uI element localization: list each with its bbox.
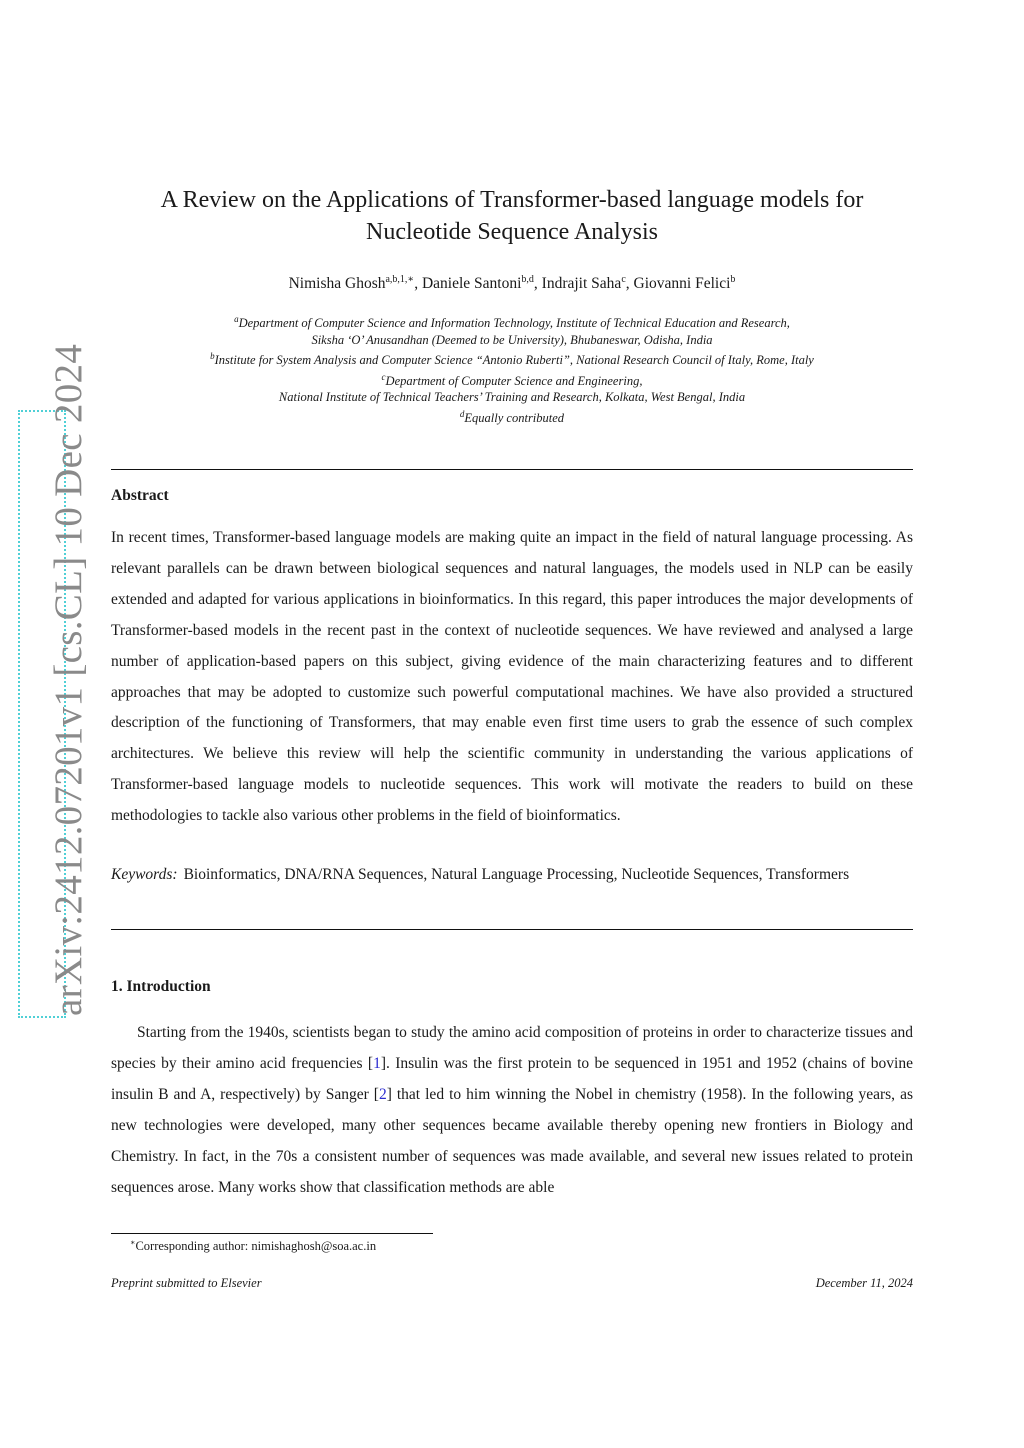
intro-text-segment: ] that led to him winning the Nobel in chemistry (1958). In the following years, as new technologies were developed, many other sequences became available thereby opening new frontiers in Biology and Chemistry. In fact, in the 70s a consistent number of sequences was made available, and several new issues related to protein sequences arose. Many works show that classification methods are able bbox=[111, 1085, 913, 1196]
affiliation-line bbox=[112, 389, 912, 405]
introduction-heading: 1. Introduction bbox=[111, 978, 211, 995]
author-separator: , bbox=[625, 275, 634, 293]
affiliation-text: Siksha ‘O’ Anusandhan (Deemed to be University), Bhubaneswar, Odisha, India bbox=[311, 332, 713, 347]
intro-text-segment: ]. Insulin was the first protein to be sequenced in 1951 and 1952 (chains of bovine insulin B and A, respectively) by Sanger [ bbox=[111, 1054, 913, 1103]
affiliation-text: Department of Computer Science and Information Technology, Institute of Technical Education and Research, bbox=[238, 316, 790, 331]
affiliation-line bbox=[112, 369, 912, 390]
keywords-text: Bioinformatics, DNA/RNA Sequences, Natural Language Processing, Nucleotide Sequences, Transformers bbox=[183, 866, 850, 883]
author-name: Giovanni Felici bbox=[633, 275, 731, 293]
author-sup: b,d bbox=[521, 274, 534, 285]
affiliation-line bbox=[112, 332, 912, 348]
title-line: Nucleotide Sequence Analysis bbox=[366, 219, 658, 245]
footnote-text: Corresponding author: nimishaghosh@soa.ac.in bbox=[135, 1239, 377, 1254]
affiliation-text: Institute for System Analysis and Computer Science “Antonio Ruberti”, National Research Council of Italy, Rome, Italy bbox=[214, 353, 814, 368]
author-name: Nimisha Ghosh bbox=[288, 275, 386, 293]
affiliation-line bbox=[112, 348, 912, 369]
citation-link[interactable]: 1 bbox=[373, 1054, 381, 1072]
affiliation-text: Equally contributed bbox=[464, 410, 565, 425]
author bbox=[289, 275, 422, 292]
footnote-mark: ∗ bbox=[130, 1238, 136, 1247]
date-note: December 11, 2024 bbox=[815, 1276, 913, 1290]
keywords-label: Keywords: bbox=[111, 866, 178, 883]
abstract-heading: Abstract bbox=[111, 487, 169, 504]
arxiv-stamp: arXiv:2412.07201v1 [cs.CL] 10 Dec 2024 bbox=[47, 343, 90, 1016]
author-list bbox=[112, 274, 912, 293]
affiliations bbox=[112, 311, 912, 426]
affiliation-line bbox=[112, 406, 912, 427]
author-name: Indrajit Saha bbox=[541, 275, 622, 293]
affiliation-line bbox=[112, 311, 912, 332]
introduction-text bbox=[111, 1018, 913, 1203]
title-line: A Review on the Applications of Transformer-based language models for bbox=[160, 187, 864, 213]
keywords bbox=[111, 860, 913, 891]
affiliation-sup: a bbox=[234, 314, 239, 324]
author-sup: c bbox=[621, 274, 626, 285]
author-sup: b bbox=[730, 274, 736, 285]
footnote-rule bbox=[111, 1233, 433, 1234]
author-separator: , bbox=[533, 275, 542, 293]
intro-text-segment: Starting from the 1940s, scientists began to study the amino acid composition of proteins in order to characterize tissues and species by their amino acid frequencies [ bbox=[111, 1024, 913, 1072]
affiliation-sup: b bbox=[210, 350, 215, 361]
affiliation-sup: c bbox=[381, 371, 386, 382]
footnote bbox=[130, 1238, 376, 1254]
citation-link[interactable]: 2 bbox=[378, 1085, 387, 1103]
author-separator: , bbox=[414, 275, 422, 293]
abstract-bottom-rule bbox=[111, 929, 913, 930]
author bbox=[542, 275, 634, 292]
affiliation-text: National Institute of Technical Teachers’ Training and Research, Kolkata, West Bengal, India bbox=[278, 390, 746, 405]
author-sup: a,b,1,∗ bbox=[385, 274, 415, 285]
author bbox=[634, 275, 736, 292]
preprint-note: Preprint submitted to Elsevier bbox=[111, 1276, 262, 1290]
affiliation-sup: d bbox=[459, 408, 465, 419]
abstract-text: In recent times, Transformer-based language models are making quite an impact in the field of natural language processing. As relevant parallels can be drawn between biological sequences and natural languages, the models used in NLP can be easily extended and adapted for various applications in bioinformatics. In this regard, this paper introduces the major developments of Transformer-based models in the recent past in the context of nucleotide sequences. We have reviewed and analysed a large number of application-based papers on this subject, giving evidence of the main characterizing features and to different approaches that may be adopted to customize such powerful computational machines. We have also provided a structured description of the functioning of Transformers, that may enable even first time users to grab the essence of such complex architectures. We believe this review will help the scientific community in understanding the various applications of Transformer-based language models to nucleotide sequences. This work will motivate the readers to build on these methodologies to tackle also various other problems in the field of bioinformatics. bbox=[111, 529, 913, 825]
author-name: Daniele Santoni bbox=[421, 275, 522, 293]
abstract-top-rule bbox=[111, 469, 913, 470]
affiliation-text: Department of Computer Science and Engineering, bbox=[385, 373, 643, 388]
paper-title bbox=[112, 184, 912, 248]
author bbox=[422, 275, 542, 292]
